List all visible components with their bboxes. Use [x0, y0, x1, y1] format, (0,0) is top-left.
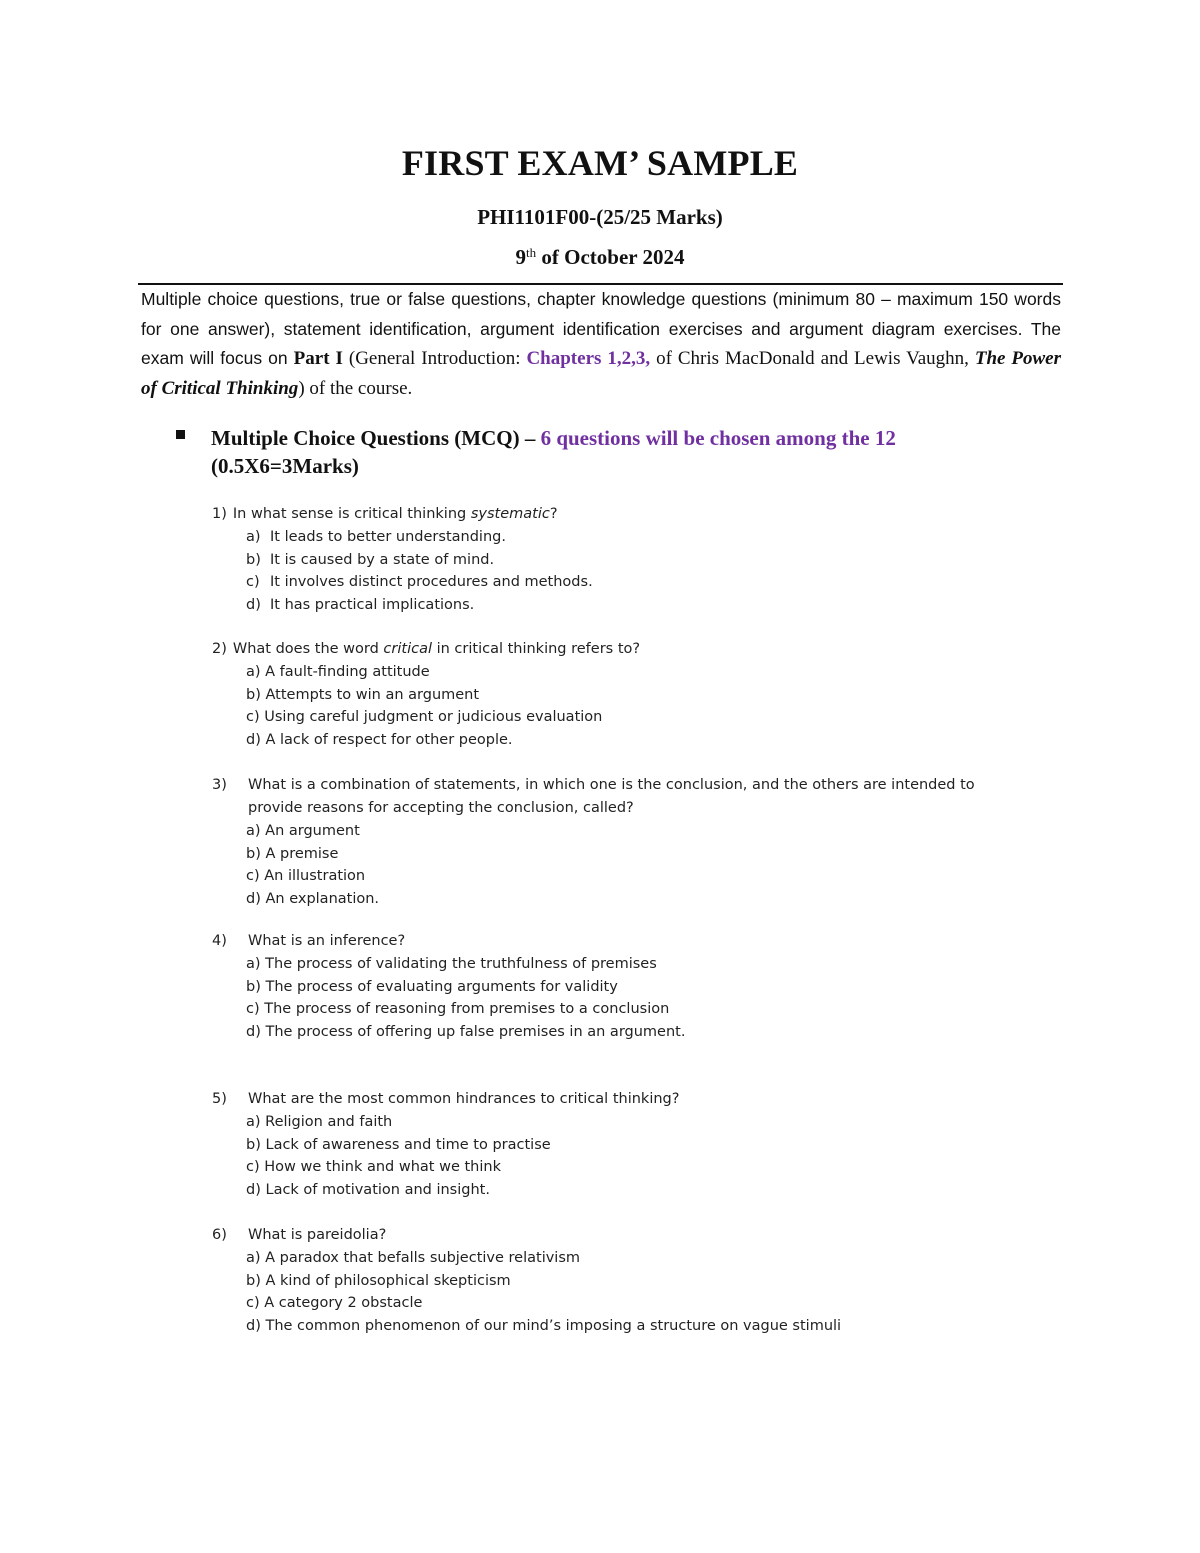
- stem-text: What is an inference?: [248, 933, 406, 949]
- date-day: 9: [515, 245, 527, 269]
- option-letter: b): [246, 686, 261, 703]
- option-letter: d): [246, 596, 261, 613]
- options: [246, 1247, 1052, 1337]
- option-b: [246, 549, 1052, 572]
- option-text: A paradox that befalls subjective relativism: [265, 1250, 581, 1266]
- option-letter: a): [246, 664, 261, 680]
- option-c: [246, 865, 1052, 888]
- option-c: [246, 998, 1052, 1021]
- option-b: [246, 1270, 1052, 1293]
- option-b: [246, 684, 1052, 707]
- question-number: 3): [212, 777, 227, 793]
- option-c: [246, 706, 1052, 729]
- question-stem-line-2: provide reasons for accepting the conclusion, called?: [248, 800, 634, 816]
- option-text: Lack of motivation and insight.: [265, 1181, 490, 1198]
- option-text: A lack of respect for other people.: [265, 731, 513, 748]
- option-text: Using careful judgment or judicious evaluation: [264, 709, 603, 726]
- option-text: The process of reasoning from premises to a conclusion: [264, 1001, 670, 1018]
- option-text: A premise: [265, 845, 339, 862]
- option-text: It is caused by a state of mind.: [270, 551, 495, 568]
- option-letter: a): [246, 956, 261, 972]
- option-d: [246, 888, 1052, 911]
- mcq-section-heading: [176, 424, 1056, 480]
- option-c: [246, 1292, 1052, 1315]
- option-d: [246, 594, 1052, 617]
- options: [246, 820, 1052, 910]
- stem-text: What is pareidolia?: [248, 1227, 387, 1243]
- stem-text-end: ?: [549, 506, 558, 522]
- question-stem: [212, 638, 1052, 661]
- question-5: [212, 1088, 1052, 1201]
- option-letter: c): [246, 1001, 260, 1018]
- question-3: [212, 774, 1052, 910]
- stem-text: What is a combination of statements, in which one is the conclusion, and the others are intended to: [248, 777, 975, 793]
- option-text: Lack of awareness and time to practise: [265, 1136, 551, 1153]
- option-text: An explanation.: [265, 890, 380, 907]
- option-letter: b): [246, 845, 261, 862]
- intro-text-4: ) of the course.: [298, 377, 413, 399]
- option-letter: a): [246, 529, 261, 545]
- option-letter: b): [246, 551, 261, 568]
- option-text: Attempts to win an argument: [265, 686, 480, 703]
- option-text: How we think and what we think: [264, 1159, 501, 1176]
- option-letter: d): [246, 731, 261, 748]
- mcq-dash: –: [519, 426, 541, 450]
- option-letter: b): [246, 1272, 261, 1289]
- option-text: It has practical implications.: [270, 596, 475, 613]
- stem-emphasis: systematic: [470, 506, 550, 522]
- option-a: [246, 953, 1052, 976]
- question-stem: [212, 1088, 1052, 1111]
- option-c: [246, 571, 1052, 594]
- option-letter: c): [246, 868, 260, 885]
- question-number: 6): [212, 1227, 227, 1243]
- question-number: 1): [212, 506, 227, 522]
- question-number: 2): [212, 641, 227, 657]
- intro-text-1: Multiple choice questions, true or false questions, chapter knowledge questions (minimum 80 – maximum 150 words for one answer), statement identification, argument identification exercises and argument diagram exercises. The exam will focus on: [141, 289, 1061, 368]
- mcq-marks: (0.5X6=3Marks): [211, 454, 359, 478]
- option-a: [246, 820, 1052, 843]
- question-stem: [212, 1224, 1052, 1247]
- question-6: [212, 1224, 1052, 1337]
- date-rest: of October 2024: [536, 245, 685, 269]
- option-text: Religion and faith: [265, 1114, 393, 1130]
- option-a: [246, 526, 1052, 549]
- option-text: The common phenomenon of our mind’s imposing a structure on vague stimuli: [265, 1317, 842, 1334]
- option-text: A fault-finding attitude: [265, 664, 430, 680]
- intro-chapters: Chapters 1,2,3,: [526, 348, 651, 369]
- question-2: [212, 638, 1052, 751]
- question-stem: [212, 503, 1052, 526]
- question-stem: [212, 930, 1052, 953]
- option-b: [246, 843, 1052, 866]
- option-text: It involves distinct procedures and methods.: [270, 574, 593, 591]
- intro-paragraph: [141, 285, 1061, 403]
- question-4: [212, 930, 1052, 1043]
- mcq-heading-text: [211, 424, 1056, 480]
- option-text: It leads to better understanding.: [270, 529, 506, 545]
- stem-text: In what sense is critical thinking: [232, 506, 471, 522]
- option-a: [246, 1111, 1052, 1134]
- option-text: An illustration: [264, 868, 366, 885]
- option-letter: d): [246, 1181, 261, 1198]
- stem-text: What does the word: [232, 641, 384, 657]
- option-text: An argument: [265, 823, 360, 839]
- option-c: [246, 1156, 1052, 1179]
- stem-emphasis: critical: [383, 641, 432, 657]
- option-text: A kind of philosophical skepticism: [265, 1272, 511, 1289]
- option-letter: d): [246, 1317, 261, 1334]
- options: [246, 526, 1052, 616]
- option-d: [246, 1021, 1052, 1044]
- option-text: A category 2 obstacle: [264, 1295, 423, 1312]
- option-letter: d): [246, 1023, 261, 1040]
- date-superscript: th: [526, 245, 537, 260]
- option-letter: b): [246, 978, 261, 995]
- option-text: The process of validating the truthfulness of premises: [265, 956, 657, 972]
- document-title: FIRST EXAM’ SAMPLE: [401, 143, 799, 183]
- option-b: [246, 1134, 1052, 1157]
- square-bullet-icon: [176, 430, 185, 439]
- options: [246, 661, 1052, 751]
- stem-text-end: in critical thinking refers to?: [431, 641, 641, 657]
- exam-date: [0, 245, 1200, 270]
- option-d: [246, 729, 1052, 752]
- stem-text: What are the most common hindrances to critical thinking?: [248, 1091, 680, 1107]
- option-letter: b): [246, 1136, 261, 1153]
- intro-part: Part I: [293, 348, 343, 369]
- mcq-label: Multiple Choice Questions (MCQ): [211, 426, 520, 450]
- option-letter: a): [246, 1114, 261, 1130]
- option-d: [246, 1315, 1052, 1338]
- option-letter: d): [246, 890, 261, 907]
- option-letter: c): [246, 709, 260, 726]
- options: [246, 953, 1052, 1043]
- question-number: 4): [212, 933, 227, 949]
- option-letter: c): [246, 574, 260, 591]
- question-1: [212, 503, 1052, 616]
- option-text: The process of evaluating arguments for validity: [265, 978, 618, 995]
- course-code: PHI1101F00-(25/25 Marks): [477, 205, 723, 229]
- option-letter: a): [246, 1250, 261, 1266]
- intro-book-title: The Power of Critical Thinking: [141, 348, 1062, 399]
- option-letter: a): [246, 823, 261, 839]
- option-d: [246, 1179, 1052, 1202]
- option-a: [246, 661, 1052, 684]
- option-b: [246, 976, 1052, 999]
- intro-text-3: of Chris MacDonald and Lewis Vaughn,: [650, 348, 975, 369]
- mcq-note: 6 questions will be chosen among the 12: [540, 426, 896, 450]
- option-a: [246, 1247, 1052, 1270]
- intro-text-2: (General Introduction:: [342, 348, 527, 369]
- option-letter: c): [246, 1295, 260, 1312]
- options: [246, 1111, 1052, 1201]
- question-stem: [212, 774, 1052, 797]
- option-text: The process of offering up false premises in an argument.: [265, 1023, 686, 1040]
- option-letter: c): [246, 1159, 260, 1176]
- question-number: 5): [212, 1091, 227, 1107]
